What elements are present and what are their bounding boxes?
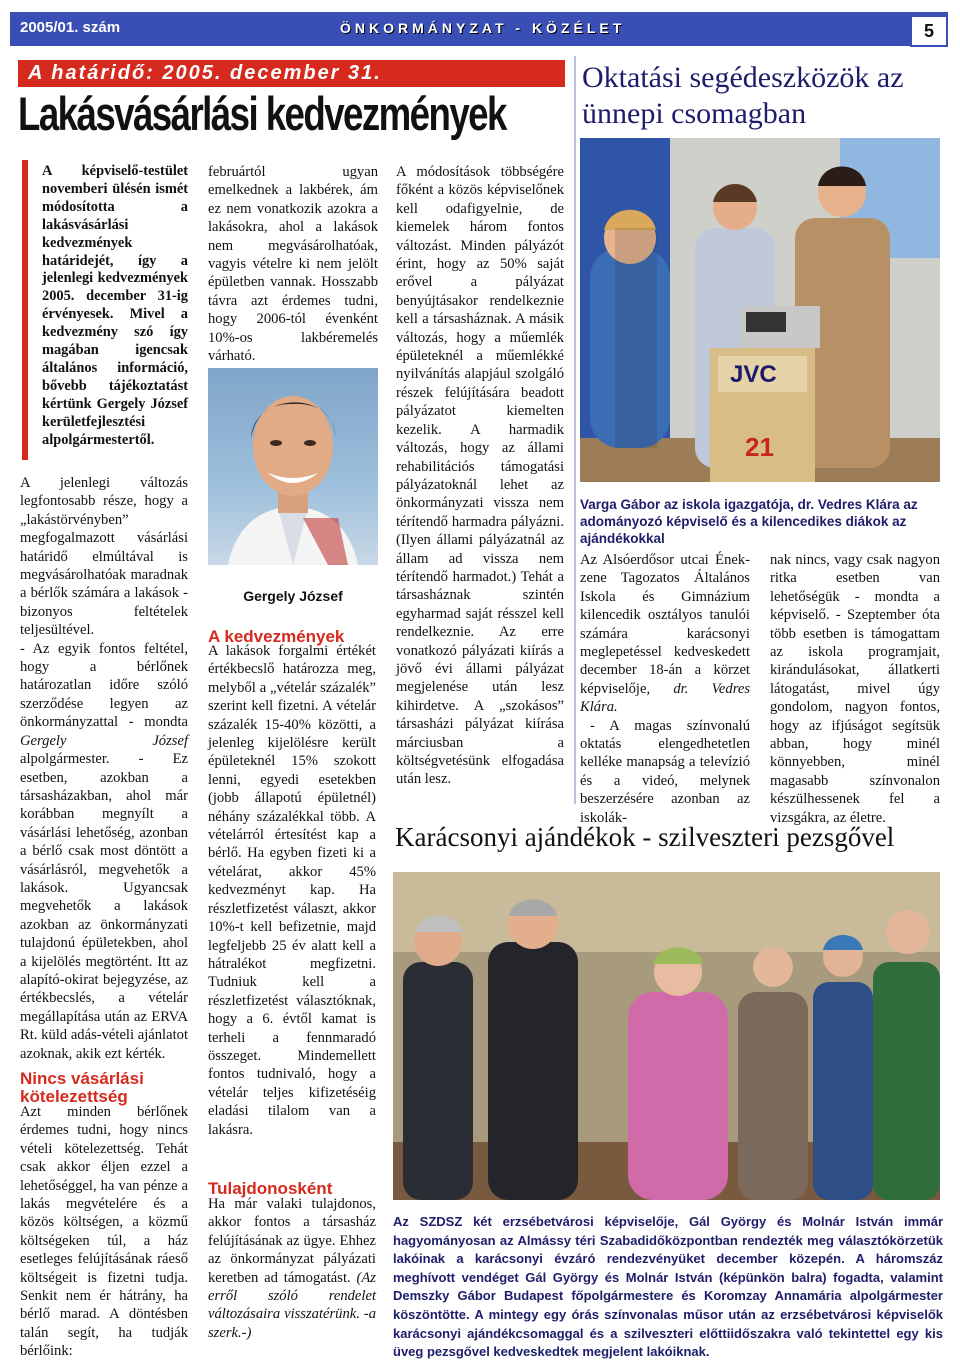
text-run: Ha már valaki tulajdonos, akkor fontos a társasház felújításának az ügye. Ehhez az önkormányzat pályázati keretben ad támogatást. xyxy=(208,1196,376,1286)
right-article-column-1 xyxy=(580,551,750,827)
person-name: dr. Vedres Klára. xyxy=(580,680,750,716)
subheading-as-owner: Tulajdonosként xyxy=(208,1179,333,1198)
column-divider xyxy=(574,56,576,804)
article-column-2: A lakások forgalmi értékét értékbecslő határozza meg, melyből a „vételár százalék” szerint kell fizetni. A vételár százalék 15-40% közötti, a jelenleg kijelölésre került épületeknél 15% szokott lenni, egyedi esetekben (jobb állapotú épületnél) néhány százalékkal több. A vételárról értesítést kap a bérlő. Ha egyben fizeti ki a vételárat, akkor 45% kedvezményt kap. Ha részletfizetést választ, akkor 10%-t kell befizetnie, majd legfeljebb 25 év alatt kell a hátralékot megfizetni. Tudniuk kell a részletfizetést választóknak, hogy a 6. évtől kamat is terheli a fennmaradó összeget. Mindemellett fontos tudnivaló, hogy a vételár teljes kifizetéséig eladási tilalom van a lakásra. xyxy=(208,643,376,1138)
christmas-article-title: Karácsonyi ajándékok - szilveszteri pezsgővel xyxy=(395,822,895,852)
article-column-1 xyxy=(20,474,188,1063)
portrait-caption: Gergely József xyxy=(243,588,343,604)
article-column-3: A módosítások többségére főként a közös képviselőnek kell odafigyelnie, de kiemelek három fontos változást. Minden pályázót érint, hogy az 50% saját erővel a pályázat benyújtásakor rendelkeznie kell a társasháznak. A másik változás, hogy a műemlék épületeknél a műemlékké nyilvánítás alapjául szolgáló részek felújítására beadott pályázatot kiemelten kezelik. A harmadik változás, hogy az állami rehabilitációs támogatási pályázatoknál lehet az önkormányzati vissza nem térítendő harmadra pályázni. (Ilyen állami pályázatnál az állam ad vissza nem térítendő harmadot.) Tehát a társasháznak szintén egyharmad saját résszel kell rendelkeznie. Az erre vonatkozó pályázati kiírás a jövő évi állami pályázat megjelenése után lesz kihirdetve. A „szokásos” társasházi pályázat kiírása márciusban a költségvetésünk elfogadása után lesz. xyxy=(396,164,564,788)
article-column-2-top: februártól ugyan emelkednek a lakbérek, ám ez nem vonatkozik azokra a lakásokra, ahol a lakások nem megvásárolhatóak, vagyis vételre ki nem jelölt épületben vannak. Hosszabb távra azt érdemes tudni, hogy 2006-tól évenként 10%-os lakbéremelés várható. xyxy=(208,164,378,365)
box-size-label: 21 xyxy=(745,432,774,462)
paragraph: - A magas színvonalú oktatás elengedhetetlen kelléke manapság a televízió és a videó, melynek beszerzésére azonban az iskolák- xyxy=(580,717,750,826)
christmas-event-photo xyxy=(393,872,940,1200)
article-column-2-end xyxy=(208,1195,376,1342)
subheading-discounts: A kedvezmények xyxy=(208,627,345,646)
main-article-title: Lakásvásárlási kedvezmények xyxy=(18,87,506,140)
article-lead: A képviselő-testület novemberi ülésén ismét módosította a lakásvásárlási kedvezmények határidejét, így a jelenlegi kedvezmények 2005. december 31-ig érvényesek. Mivel a kedvezmény szó így magában igencsak általános információ, bővebb tájékoztatást kértünk Gergely József kerületfejlesztési alpolgármestertől. xyxy=(42,163,188,448)
page-header-bar xyxy=(10,12,948,46)
school-donation-photo xyxy=(580,138,940,482)
editor-note: (Az erről szóló rendelet változásaira visszatérünk. -a szerk.-) xyxy=(208,1269,376,1341)
school-photo-illustration xyxy=(580,138,940,482)
portrait-illustration xyxy=(208,368,378,565)
christmas-photo-caption: Az SZDSZ két erzsébetvárosi képviselője, Gál György és Molnár István immár hagyományosan az Almássy téri Szabadidőközpontban rendezték meg választókörzetük lakóinak a karácsonyi évzáró rendezvényüket december közepén. A háromszáz meghívott vendéget Gál György és Molnár István (képünkön balra) fogadta, valamint Demszky Gábor Budapest főpolgármestere és Koromzay Annamária alpolgármester köszöntötte. A mintegy egy órás színvonalas műsor után az erzsébetvárosi képviselők karácsonyi ajándékcsomaggal és a szilveszteri előttiidőszakra való tekintettel egy kis üveg pezsgővel kedveskedtek megjelent lakóiknak. xyxy=(393,1214,943,1360)
section-title: ÖNKORMÁNYZAT - KÖZÉLET xyxy=(340,20,626,36)
deadline-banner: A határidő: 2005. december 31. xyxy=(18,60,565,87)
right-article-column-2: nak nincs, vagy csak nagyon ritka esetben van lehetőségük - mondta a képviselő. - Szeptember óta több esetben is támogattam az iskola programjait, kirándulásokat, állatkerti látogatást, mivel úgy gondolom, nagyon fontos, hogy az ifjúságot segítsük abban, hogy minél könnyebben, minél magasabb színvonalon készülhessenek fel a vizsgákra, az életre. xyxy=(770,552,940,826)
right-article-title: Oktatási segédeszközök az ünnepi csomagban xyxy=(582,61,904,130)
subheading-no-obligation: Nincs vásárlási kötelezettség xyxy=(20,1069,144,1106)
school-photo-caption: Varga Gábor az iskola igazgatója, dr. Vedres Klára az adományozó képviselő és a kilencedikes diákok az ajándékokkal xyxy=(580,497,918,546)
text-run: alpolgármester. - Ez esetben, azokban a társasházakban, ahol már korábban megnyílt a vásárlási lehetőség, azonban a bérlő csak most döntött a vásárlásról, megvehetők a lakások. Ugyancsak megvehetők a lakások azokban az önkormányzati tulajdonú épületekben, ahol a kijelölés megtörtént. Itt az alapító-okirat bejegyzése, az értékbecslés, a vételár megállapítása után az ERVA Rt. küld adás-vételi ajánlatot azoknak, akik ezt kérték. xyxy=(20,751,188,1062)
box-brand-label: JVC xyxy=(730,361,777,388)
event-photo-illustration xyxy=(393,872,940,1200)
paragraph xyxy=(20,640,188,1063)
issue-number: 2005/01. szám xyxy=(20,19,121,36)
page-number: 5 xyxy=(910,15,948,47)
person-name: Gergely József xyxy=(20,732,188,749)
lead-accent-bar xyxy=(22,160,28,460)
portrait-photo xyxy=(208,368,378,565)
paragraph xyxy=(580,551,750,717)
article-column-1-continued: Azt minden bérlőnek érdemes tudni, hogy nincs vételi kötelezettség. Tehát csak akkor éljen ezzel a lehetőséggel, ha van pénze a lakás megvételére és a közös költségen, a közmű költségeken túl, a ház esetleges felújításának ráeső költségeit is fizetni tudja. Senkit nem ér hátrány, ha bérlő marad. A döntésben talán segít, ha tudják bérlőink: xyxy=(20,1104,188,1360)
paragraph: A jelenlegi változás legfontosabb része, hogy a „lakástörvényben” megfogalmazott vásárlási határidő elmúltával is megvásárolhatóak maradnak a bérlők számára a lakások - bizonyos feltételek teljesültével. xyxy=(20,475,188,639)
text-run: Az Alsóerdősor utcai Ének-zene Tagozatos Általános Iskola és Gimnázium kilencedik osztályos tanulói számára karácsonyi meglepetéssel kedveskedett december 18-án a körzet képviselője, xyxy=(580,552,750,697)
text-run: - Az egyik fontos feltétel, hogy a bérlőnek határozatlan időre szóló szerződése legyen az önkormányzattal - mondta xyxy=(20,640,188,731)
